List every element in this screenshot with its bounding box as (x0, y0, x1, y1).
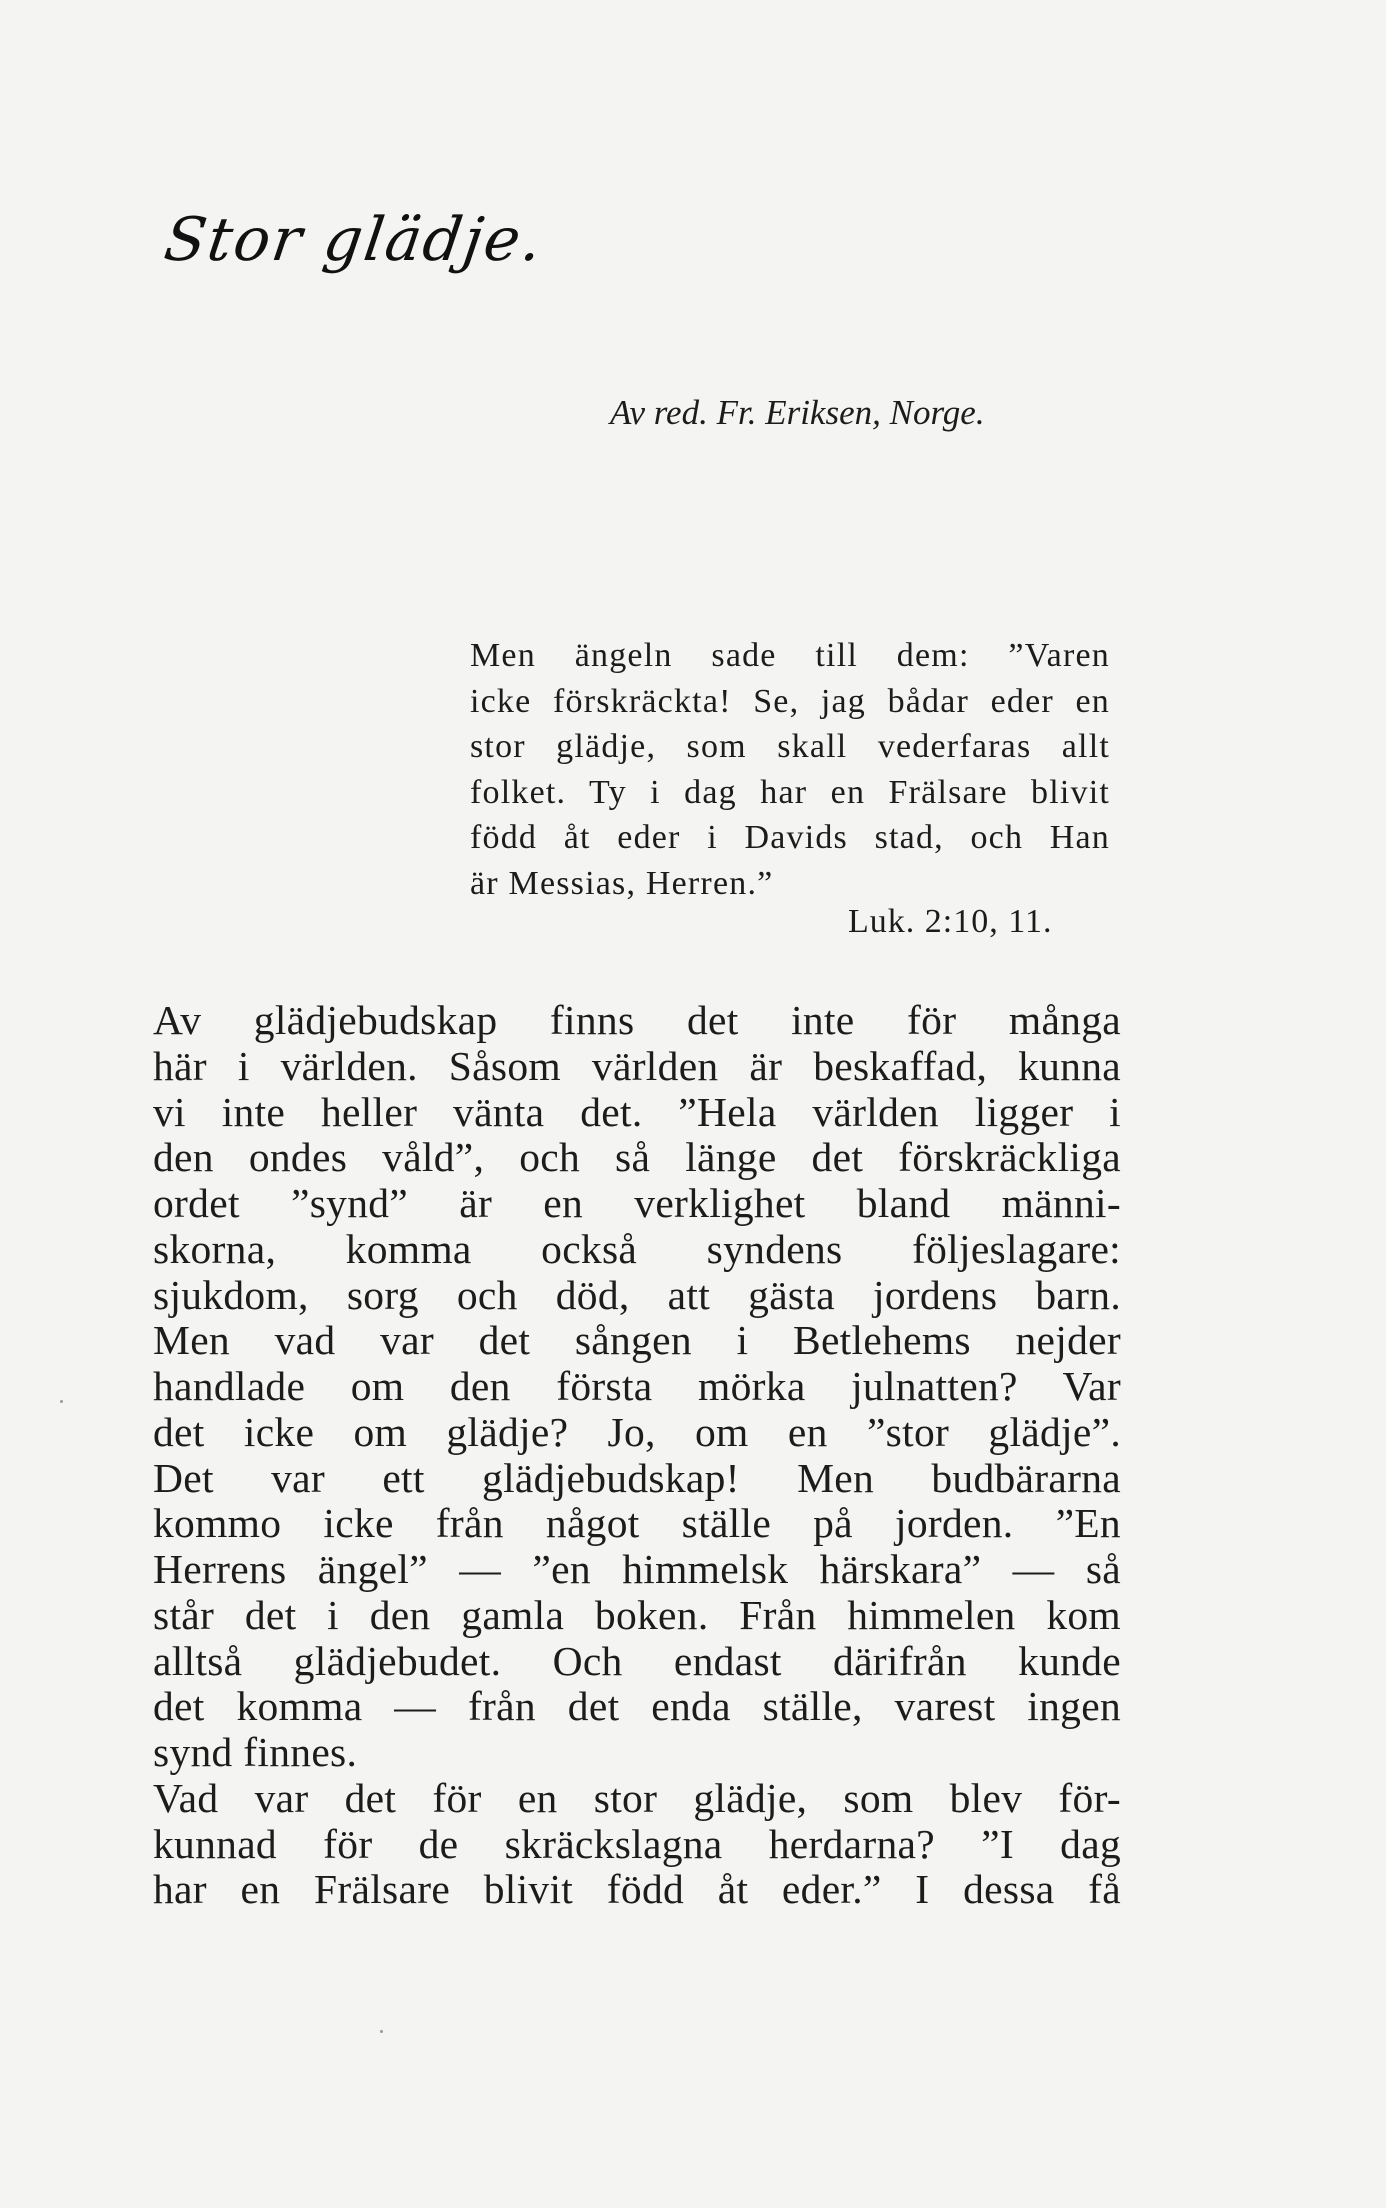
body-line: Vad var det för en stor glädje, som blev för- (153, 1774, 1121, 1821)
paper-speck (380, 2030, 383, 2033)
quote-line: född åt eder i Davids stad, och Han (470, 819, 1110, 857)
body-line: kommo icke från något ställe på jorden. ”En (153, 1500, 1121, 1547)
body-line: Herrens ängel” — ”en himmelsk härskara” — så (153, 1546, 1121, 1592)
body-line: kunnad för de skräckslagna herdarna? ”I dag (153, 1820, 1121, 1867)
body-line: här i världen. Såsom världen är beskaffad, kunna (153, 1042, 1121, 1089)
body-line: handlade om den första mörka julnatten? Var (153, 1363, 1121, 1409)
quote-line: Men ängeln sade till dem: ”Varen (470, 637, 1110, 674)
quote-line: stor glädje, som skall vederfaras allt (470, 728, 1110, 766)
body-line: sjukdom, sorg och död, att gästa jordens barn. (153, 1271, 1121, 1318)
paper-speck (60, 1400, 63, 1403)
author-byline: Av red. Fr. Eriksen, Norge. (610, 393, 985, 432)
quote-line: icke förskräckta! Se, jag bådar eder en (470, 682, 1110, 720)
quote-citation: Luk. 2:10, 11. (848, 903, 1053, 940)
bible-quote (470, 633, 1110, 907)
quote-line: är Messias, Herren.” (470, 864, 774, 902)
body-line: Det var ett glädjebudskap! Men budbärarna (153, 1454, 1121, 1501)
body-line: har en Frälsare blivit född åt eder.” I dessa få (153, 1866, 1121, 1913)
body-line: det icke om glädje? Jo, om en ”stor glädje”. (153, 1408, 1121, 1455)
body-line: ordet ”synd” är en verklighet bland männi- (153, 1180, 1121, 1226)
body-line: den ondes våld”, och så länge det förskräckliga (153, 1134, 1121, 1181)
body-line: det komma — från det enda ställe, varest ingen (153, 1683, 1121, 1730)
body-line: alltså glädjebudet. Och endast därifrån kunde (153, 1637, 1121, 1684)
article-title: Stor glädje. (160, 205, 548, 275)
body-line: står det i den gamla boken. Från himmelen kom (153, 1591, 1121, 1638)
body-line: vi inte heller vänta det. ”Hela världen ligger i (153, 1088, 1121, 1135)
article-body (153, 998, 1121, 1913)
body-line: synd finnes. (153, 1729, 358, 1775)
quote-line: folket. Ty i dag har en Frälsare blivit (470, 773, 1110, 811)
body-line: skorna, komma också syndens följeslagare: (153, 1225, 1121, 1272)
body-line: Men vad var det sången i Betlehems nejder (153, 1317, 1121, 1364)
body-line: Av glädjebudskap finns det inte för många (153, 997, 1121, 1043)
